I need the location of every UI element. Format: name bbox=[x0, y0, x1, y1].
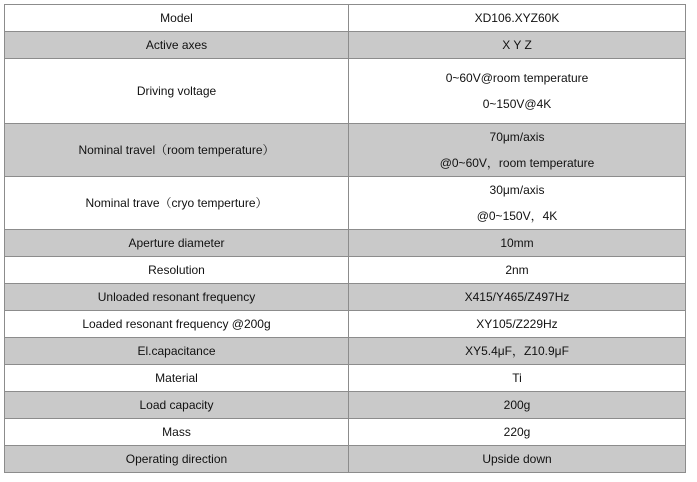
spec-row-aperture-diameter bbox=[5, 230, 686, 257]
spec-label: Operating direction bbox=[5, 446, 349, 473]
spec-label: Load capacity bbox=[5, 392, 349, 419]
spec-label: Resolution bbox=[5, 257, 349, 284]
spec-value bbox=[349, 59, 686, 124]
spec-value bbox=[349, 32, 686, 59]
spec-value-line: XY105/Z229Hz bbox=[476, 317, 558, 331]
spec-value-line: 220g bbox=[503, 425, 531, 439]
spec-value-line: Ti bbox=[512, 371, 522, 385]
spec-label: Active axes bbox=[5, 32, 349, 59]
spec-row-material bbox=[5, 365, 686, 392]
spec-value bbox=[349, 124, 686, 177]
spec-row-active-axes bbox=[5, 32, 686, 59]
spec-label: Model bbox=[5, 5, 349, 32]
spec-value bbox=[349, 365, 686, 392]
spec-value-line: 2nm bbox=[505, 263, 529, 277]
spec-value bbox=[349, 257, 686, 284]
spec-value-line: @0~60V，room temperature bbox=[439, 156, 595, 170]
spec-value bbox=[349, 419, 686, 446]
spec-label: Aperture diameter bbox=[5, 230, 349, 257]
spec-value bbox=[349, 284, 686, 311]
spec-value-line: X Y Z bbox=[502, 38, 532, 52]
spec-row-loaded-resonant-frequency bbox=[5, 311, 686, 338]
specification-table bbox=[4, 4, 686, 473]
spec-row-nominal-travel-room bbox=[5, 124, 686, 177]
spec-label: El.capacitance bbox=[5, 338, 349, 365]
spec-value-line: 0~60V@room temperature bbox=[445, 71, 589, 85]
spec-value-line: Upside down bbox=[482, 452, 552, 466]
spec-value bbox=[349, 338, 686, 365]
spec-label: Nominal travel（room temperature） bbox=[5, 124, 349, 177]
spec-row-driving-voltage bbox=[5, 59, 686, 124]
spec-row-load-capacity bbox=[5, 392, 686, 419]
spec-label: Mass bbox=[5, 419, 349, 446]
spec-row-operating-direction bbox=[5, 446, 686, 473]
spec-label: Loaded resonant frequency @200g bbox=[5, 311, 349, 338]
spec-row-resolution bbox=[5, 257, 686, 284]
spec-value-line: 0~150V@4K bbox=[482, 97, 552, 111]
spec-row-model bbox=[5, 5, 686, 32]
spec-value bbox=[349, 446, 686, 473]
spec-value-line: 30μm/axis bbox=[489, 183, 545, 197]
spec-value-line: @0~150V，4K bbox=[476, 209, 558, 223]
spec-value bbox=[349, 230, 686, 257]
spec-value-line: 70μm/axis bbox=[489, 130, 545, 144]
spec-value bbox=[349, 311, 686, 338]
spec-label: Material bbox=[5, 365, 349, 392]
spec-value bbox=[349, 177, 686, 230]
spec-value-line: XD106.XYZ60K bbox=[474, 11, 560, 25]
spec-row-unloaded-resonant-frequency bbox=[5, 284, 686, 311]
spec-value bbox=[349, 5, 686, 32]
spec-value-line: 200g bbox=[503, 398, 531, 412]
spec-value bbox=[349, 392, 686, 419]
spec-value-line: 10mm bbox=[500, 236, 534, 250]
spec-row-mass bbox=[5, 419, 686, 446]
spec-label: Unloaded resonant frequency bbox=[5, 284, 349, 311]
spec-value-line: XY5.4μF，Z10.9μF bbox=[465, 344, 569, 358]
spec-row-nominal-travel-cryo bbox=[5, 177, 686, 230]
spec-label: Nominal trave（cryo temperture） bbox=[5, 177, 349, 230]
spec-label: Driving voltage bbox=[5, 59, 349, 124]
spec-row-el-capacitance bbox=[5, 338, 686, 365]
spec-value-line: X415/Y465/Z497Hz bbox=[464, 290, 570, 304]
